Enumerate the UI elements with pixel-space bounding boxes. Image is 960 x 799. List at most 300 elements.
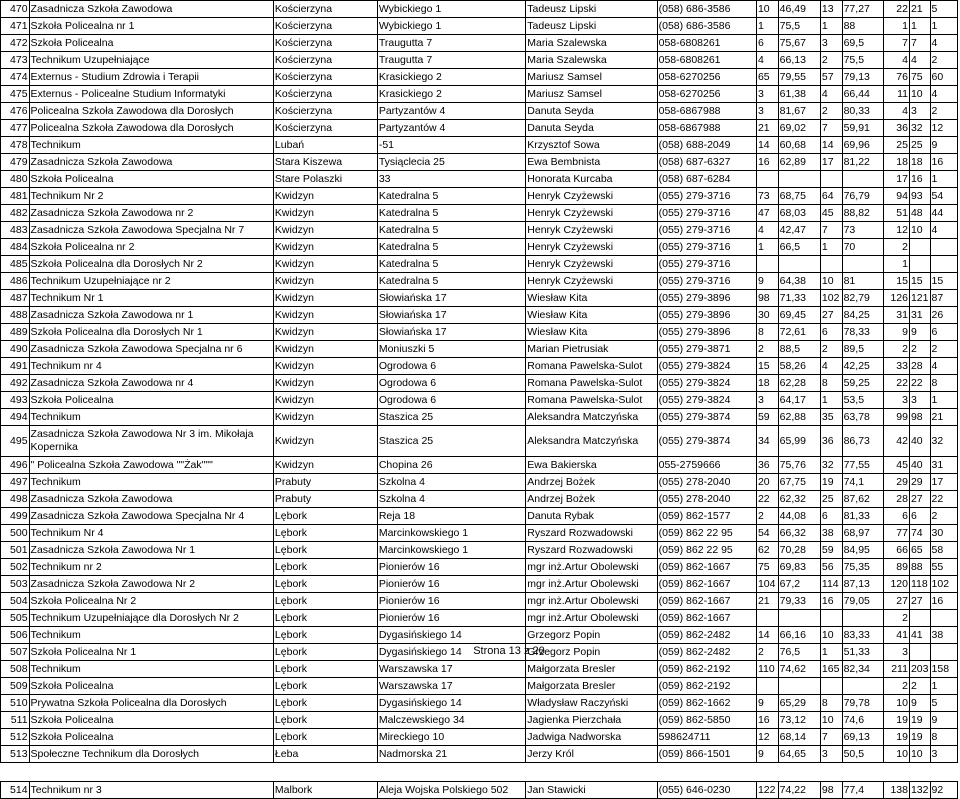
cell-street: Nadmorska 21: [377, 746, 525, 763]
cell-row-number: 489: [1, 324, 30, 341]
cell-row-number: 478: [1, 137, 30, 154]
cell-school-name: Technikum: [29, 661, 273, 678]
cell-col-c: 10: [820, 627, 842, 644]
cell-city: Lębork: [273, 559, 377, 576]
cell-phone: 598624711: [657, 729, 756, 746]
cell-col-c: 35: [820, 409, 842, 426]
cell-col-b: 64,65: [778, 746, 820, 763]
cell-school-name: Zasadnicza Szkoła Zawodowa Nr 3 im. Mikołaja Kopernika: [29, 426, 273, 457]
cell-col-a: 62: [756, 542, 778, 559]
cell-col-c: 7: [820, 120, 842, 137]
cell-row-number: 491: [1, 358, 30, 375]
cell-col-c: 165: [820, 661, 842, 678]
cell-col-e: 138: [883, 782, 909, 799]
table-row: [1, 86, 958, 103]
cell-principal: Władysław Raczyński: [526, 695, 657, 712]
cell-street: Szkolna 4: [377, 491, 525, 508]
cell-phone: (055) 279-3871: [657, 341, 756, 358]
cell-col-d: 84,95: [842, 542, 883, 559]
cell-principal: Romana Pawelska-Sulot: [526, 358, 657, 375]
cell-col-b: [778, 610, 820, 627]
cell-col-f: 7: [909, 35, 930, 52]
cell-city: Kościerzyna: [273, 35, 377, 52]
cell-city: Kościerzyna: [273, 69, 377, 86]
cell-col-a: 15: [756, 358, 778, 375]
table-row: [1, 188, 958, 205]
cell-col-e: 10: [883, 746, 909, 763]
cell-street: Traugutta 7: [377, 52, 525, 69]
cell-col-d: 88: [842, 18, 883, 35]
cell-col-e: 1: [883, 256, 909, 273]
cell-col-f: 98: [909, 409, 930, 426]
cell-principal: Maria Szalewska: [526, 52, 657, 69]
cell-col-f: 118: [909, 576, 930, 593]
cell-col-a: [756, 256, 778, 273]
table-row: [1, 409, 958, 426]
cell-col-f: 40: [909, 426, 930, 457]
table-row: [1, 154, 958, 171]
cell-col-c: 3: [820, 35, 842, 52]
cell-col-c: 64: [820, 188, 842, 205]
cell-col-f: 19: [909, 729, 930, 746]
cell-col-g: 21: [930, 409, 957, 426]
cell-col-f: 6: [909, 508, 930, 525]
cell-city: Kościerzyna: [273, 86, 377, 103]
cell-col-e: 120: [883, 576, 909, 593]
cell-school-name: Społeczne Technikum dla Dorosłych: [29, 746, 273, 763]
cell-col-g: 2: [930, 341, 957, 358]
cell-col-g: 26: [930, 307, 957, 324]
cell-col-d: 77,27: [842, 1, 883, 18]
cell-city: Kwidzyn: [273, 426, 377, 457]
cell-principal: mgr inż.Artur Obolewski: [526, 559, 657, 576]
table-row: [1, 491, 958, 508]
cell-school-name: Szkoła Policealna nr 1: [29, 18, 273, 35]
cell-col-d: 75,35: [842, 559, 883, 576]
cell-phone: (055) 279-3716: [657, 256, 756, 273]
cell-col-g: 16: [930, 593, 957, 610]
table-row: [1, 239, 958, 256]
cell-street: Szkolna 4: [377, 474, 525, 491]
cell-col-e: 2: [883, 341, 909, 358]
cell-col-a: 110: [756, 661, 778, 678]
cell-col-b: 75,67: [778, 35, 820, 52]
cell-col-d: 68,97: [842, 525, 883, 542]
cell-city: Kwidzyn: [273, 358, 377, 375]
cell-phone: (055) 279-3716: [657, 222, 756, 239]
cell-col-b: 64,17: [778, 392, 820, 409]
cell-col-e: 94: [883, 188, 909, 205]
cell-school-name: Zasadnicza Szkoła Zawodowa: [29, 154, 273, 171]
cell-principal: Honorata Kurcaba: [526, 171, 657, 188]
cell-street: Pionierów 16: [377, 559, 525, 576]
cell-col-b: 69,83: [778, 559, 820, 576]
cell-col-a: 2: [756, 644, 778, 661]
cell-col-c: 1: [820, 239, 842, 256]
cell-col-b: 46,49: [778, 1, 820, 18]
table-row: [1, 52, 958, 69]
cell-city: Lębork: [273, 712, 377, 729]
cell-col-f: 31: [909, 307, 930, 324]
cell-row-number: 508: [1, 661, 30, 678]
cell-phone: 058-6808261: [657, 35, 756, 52]
table-row: [1, 358, 958, 375]
cell-col-c: 57: [820, 69, 842, 86]
cell-phone: (055) 279-3896: [657, 324, 756, 341]
cell-col-a: 16: [756, 712, 778, 729]
cell-street: Moniuszki 5: [377, 341, 525, 358]
table-row: [1, 678, 958, 695]
cell-principal: Henryk Czyżewski: [526, 222, 657, 239]
cell-phone: 058-6867988: [657, 103, 756, 120]
cell-street: Ogrodowa 6: [377, 392, 525, 409]
cell-city: Kościerzyna: [273, 52, 377, 69]
cell-school-name: Technikum Nr 1: [29, 290, 273, 307]
cell-col-a: 2: [756, 508, 778, 525]
cell-row-number: 511: [1, 712, 30, 729]
cell-row-number: 494: [1, 409, 30, 426]
cell-col-d: 51,33: [842, 644, 883, 661]
cell-col-e: 33: [883, 358, 909, 375]
cell-school-name: Technikum Uzupełniające: [29, 52, 273, 69]
cell-principal: Henryk Czyżewski: [526, 205, 657, 222]
cell-col-e: 12: [883, 222, 909, 239]
table-row: [1, 103, 958, 120]
cell-principal: Henryk Czyżewski: [526, 239, 657, 256]
cell-principal: Henryk Czyżewski: [526, 273, 657, 290]
cell-col-b: 68,14: [778, 729, 820, 746]
cell-col-a: 1: [756, 239, 778, 256]
cell-phone: (059) 862-2482: [657, 644, 756, 661]
cell-col-g: 2: [930, 52, 957, 69]
cell-street: Warszawska 17: [377, 661, 525, 678]
cell-col-d: 63,78: [842, 409, 883, 426]
cell-col-g: 31: [930, 457, 957, 474]
cell-col-e: 77: [883, 525, 909, 542]
page-footer: Strona 13 z 20: [473, 645, 545, 657]
cell-col-g: 87: [930, 290, 957, 307]
cell-col-e: 15: [883, 273, 909, 290]
cell-col-e: 1: [883, 18, 909, 35]
cell-col-f: 9: [909, 695, 930, 712]
cell-col-c: 27: [820, 307, 842, 324]
cell-col-c: 10: [820, 712, 842, 729]
cell-row-number: 472: [1, 35, 30, 52]
cell-principal: Henryk Czyżewski: [526, 256, 657, 273]
cell-col-e: 76: [883, 69, 909, 86]
cell-school-name: Technikum Uzupełniające dla Dorosłych Nr 2: [29, 610, 273, 627]
cell-col-f: 132: [909, 782, 930, 799]
cell-row-number: 509: [1, 678, 30, 695]
cell-col-f: 27: [909, 593, 930, 610]
cell-col-g: 5: [930, 1, 957, 18]
cell-col-f: 25: [909, 137, 930, 154]
cell-col-g: 1: [930, 392, 957, 409]
cell-row-number: 493: [1, 392, 30, 409]
cell-principal: Andrzej Bożek: [526, 491, 657, 508]
cell-col-c: 25: [820, 491, 842, 508]
cell-col-d: 79,78: [842, 695, 883, 712]
table-row: [1, 18, 958, 35]
cell-principal: Grzegorz Popin: [526, 627, 657, 644]
cell-phone: (055) 278-2040: [657, 491, 756, 508]
cell-col-b: [778, 256, 820, 273]
cell-street: Katedralna 5: [377, 205, 525, 222]
cell-street: Traugutta 7: [377, 35, 525, 52]
cell-col-b: 62,28: [778, 375, 820, 392]
table-row: [1, 576, 958, 593]
cell-principal: Ewa Bakierska: [526, 457, 657, 474]
cell-col-f: 18: [909, 154, 930, 171]
cell-city: Lębork: [273, 576, 377, 593]
cell-col-a: 9: [756, 695, 778, 712]
cell-col-a: 73: [756, 188, 778, 205]
cell-street: Katedralna 5: [377, 239, 525, 256]
cell-row-number: 480: [1, 171, 30, 188]
cell-phone: (059) 862-2192: [657, 661, 756, 678]
cell-col-c: 6: [820, 508, 842, 525]
cell-col-g: 15: [930, 273, 957, 290]
cell-city: Lębork: [273, 695, 377, 712]
cell-school-name: Szkoła Policealna Nr 1: [29, 644, 273, 661]
cell-school-name: Technikum Uzupełniające nr 2: [29, 273, 273, 290]
cell-col-g: 4: [930, 358, 957, 375]
cell-city: Lębork: [273, 525, 377, 542]
cell-col-d: 87,13: [842, 576, 883, 593]
cell-principal: Grzegorz Popin: [526, 644, 657, 661]
spacer-cell: [1, 763, 958, 782]
table-row: [1, 525, 958, 542]
cell-row-number: 510: [1, 695, 30, 712]
cell-phone: (059) 862-1667: [657, 610, 756, 627]
cell-col-f: 16: [909, 171, 930, 188]
cell-row-number: 512: [1, 729, 30, 746]
cell-col-d: 75,5: [842, 52, 883, 69]
cell-col-c: 56: [820, 559, 842, 576]
cell-col-e: 99: [883, 409, 909, 426]
cell-col-c: 114: [820, 576, 842, 593]
cell-row-number: 473: [1, 52, 30, 69]
cell-school-name: Zasadnicza Szkoła Zawodowa nr 4: [29, 375, 273, 392]
cell-col-d: 53,5: [842, 392, 883, 409]
cell-col-c: [820, 171, 842, 188]
cell-principal: Krzysztof Sowa: [526, 137, 657, 154]
cell-school-name: Zasadnicza Szkoła Zawodowa: [29, 1, 273, 18]
cell-col-f: 121: [909, 290, 930, 307]
cell-school-name: Policealna Szkoła Zawodowa dla Dorosłych: [29, 103, 273, 120]
cell-col-d: 82,79: [842, 290, 883, 307]
cell-col-e: 42: [883, 426, 909, 457]
cell-city: Lębork: [273, 729, 377, 746]
cell-col-d: 79,13: [842, 69, 883, 86]
table-row: [1, 222, 958, 239]
cell-school-name: Szkoła Policealna: [29, 171, 273, 188]
cell-col-f: [909, 610, 930, 627]
cell-col-g: 9: [930, 712, 957, 729]
cell-col-a: 3: [756, 103, 778, 120]
cell-col-g: 30: [930, 525, 957, 542]
cell-phone: (059) 862-2482: [657, 627, 756, 644]
cell-col-f: 19: [909, 712, 930, 729]
cell-street: Staszica 25: [377, 409, 525, 426]
cell-street: Reja 18: [377, 508, 525, 525]
cell-col-g: [930, 239, 957, 256]
cell-col-b: 68,75: [778, 188, 820, 205]
table-row: [1, 256, 958, 273]
cell-col-e: 2: [883, 678, 909, 695]
cell-col-b: 74,62: [778, 661, 820, 678]
cell-street: Słowiańska 17: [377, 290, 525, 307]
cell-city: Kwidzyn: [273, 273, 377, 290]
cell-phone: 055-2759666: [657, 457, 756, 474]
cell-col-c: 14: [820, 137, 842, 154]
cell-col-f: 9: [909, 324, 930, 341]
cell-col-c: 6: [820, 324, 842, 341]
cell-col-g: 102: [930, 576, 957, 593]
cell-principal: Małgorzata Bresler: [526, 678, 657, 695]
cell-col-e: 41: [883, 627, 909, 644]
row-spacer: [1, 763, 958, 782]
cell-row-number: 485: [1, 256, 30, 273]
cell-col-c: 7: [820, 222, 842, 239]
cell-col-d: 74,1: [842, 474, 883, 491]
cell-col-c: 3: [820, 746, 842, 763]
cell-col-c: 59: [820, 542, 842, 559]
cell-col-d: 69,5: [842, 35, 883, 52]
cell-col-a: 10: [756, 1, 778, 18]
cell-col-c: [820, 256, 842, 273]
cell-col-a: [756, 610, 778, 627]
cell-principal: Ewa Bembnista: [526, 154, 657, 171]
cell-col-g: 22: [930, 491, 957, 508]
cell-col-g: 2: [930, 103, 957, 120]
cell-street: Marcinkowskiego 1: [377, 525, 525, 542]
cell-col-a: 1: [756, 18, 778, 35]
cell-col-a: 3: [756, 392, 778, 409]
cell-row-number: 506: [1, 627, 30, 644]
cell-col-e: 3: [883, 644, 909, 661]
cell-col-a: 59: [756, 409, 778, 426]
cell-school-name: Zasadnicza Szkoła Zawodowa Nr 2: [29, 576, 273, 593]
cell-col-c: 2: [820, 52, 842, 69]
cell-col-f: [909, 239, 930, 256]
cell-city: Lębork: [273, 644, 377, 661]
cell-school-name: Technikum Nr 2: [29, 188, 273, 205]
cell-principal: Danuta Seyda: [526, 103, 657, 120]
cell-street: Pionierów 16: [377, 610, 525, 627]
cell-col-d: [842, 610, 883, 627]
cell-col-g: 1: [930, 171, 957, 188]
cell-city: Lębork: [273, 661, 377, 678]
cell-col-b: 69,02: [778, 120, 820, 137]
cell-school-name: Zasadnicza Szkoła Zawodowa Specjalna Nr 4: [29, 508, 273, 525]
table-row: [1, 474, 958, 491]
cell-col-b: 64,38: [778, 273, 820, 290]
cell-row-number: 470: [1, 1, 30, 18]
cell-col-e: 18: [883, 154, 909, 171]
cell-col-g: 32: [930, 426, 957, 457]
cell-col-c: [820, 678, 842, 695]
cell-phone: (059) 862 22 95: [657, 542, 756, 559]
cell-col-a: 47: [756, 205, 778, 222]
cell-col-f: 1: [909, 18, 930, 35]
cell-col-d: 87,62: [842, 491, 883, 508]
cell-row-number: 481: [1, 188, 30, 205]
cell-phone: (058) 686-3586: [657, 1, 756, 18]
cell-col-g: 8: [930, 375, 957, 392]
cell-street: Wybickiego 1: [377, 18, 525, 35]
cell-col-e: 126: [883, 290, 909, 307]
cell-col-d: 66,44: [842, 86, 883, 103]
cell-principal: Maria Szalewska: [526, 35, 657, 52]
cell-row-number: 498: [1, 491, 30, 508]
cell-col-a: 30: [756, 307, 778, 324]
cell-col-f: 27: [909, 491, 930, 508]
table-row: [1, 324, 958, 341]
cell-col-b: 44,08: [778, 508, 820, 525]
cell-principal: Romana Pawelska-Sulot: [526, 375, 657, 392]
cell-col-e: 2: [883, 610, 909, 627]
table-row: [1, 205, 958, 222]
cell-col-b: 60,68: [778, 137, 820, 154]
cell-col-b: 79,33: [778, 593, 820, 610]
cell-principal: Małgorzata Bresler: [526, 661, 657, 678]
cell-street: Chopina 26: [377, 457, 525, 474]
cell-street: Partyzantów 4: [377, 120, 525, 137]
cell-principal: mgr inż.Artur Obolewski: [526, 610, 657, 627]
cell-col-e: 22: [883, 1, 909, 18]
cell-principal: Mariusz Samsel: [526, 86, 657, 103]
cell-col-c: 8: [820, 375, 842, 392]
cell-col-d: 77,4: [842, 782, 883, 799]
cell-city: Kwidzyn: [273, 290, 377, 307]
cell-principal: Andrzej Bożek: [526, 474, 657, 491]
cell-street: Marcinkowskiego 1: [377, 542, 525, 559]
cell-col-f: [909, 256, 930, 273]
cell-col-a: 6: [756, 35, 778, 52]
cell-phone: (055) 279-3896: [657, 307, 756, 324]
cell-col-f: 65: [909, 542, 930, 559]
cell-street: Ogrodowa 6: [377, 375, 525, 392]
cell-col-e: 29: [883, 474, 909, 491]
cell-col-a: 75: [756, 559, 778, 576]
cell-col-a: 18: [756, 375, 778, 392]
cell-col-a: 4: [756, 222, 778, 239]
cell-col-e: 6: [883, 508, 909, 525]
cell-col-c: 36: [820, 426, 842, 457]
cell-col-g: [930, 256, 957, 273]
cell-col-g: 9: [930, 137, 957, 154]
cell-col-e: 2: [883, 239, 909, 256]
cell-col-b: 75,76: [778, 457, 820, 474]
cell-city: Prabuty: [273, 474, 377, 491]
cell-col-g: 54: [930, 188, 957, 205]
table-row: [1, 137, 958, 154]
cell-principal: Tadeusz Lipski: [526, 18, 657, 35]
cell-row-number: 504: [1, 593, 30, 610]
cell-col-e: 51: [883, 205, 909, 222]
cell-col-g: 4: [930, 222, 957, 239]
cell-col-f: 203: [909, 661, 930, 678]
cell-school-name: Szkoła Policealna: [29, 35, 273, 52]
cell-col-b: 73,12: [778, 712, 820, 729]
cell-phone: 058-6270256: [657, 69, 756, 86]
cell-street: Partyzantów 4: [377, 103, 525, 120]
cell-principal: Romana Pawelska-Sulot: [526, 392, 657, 409]
cell-col-b: 66,5: [778, 239, 820, 256]
cell-phone: (058) 686-3586: [657, 18, 756, 35]
cell-principal: Jadwiga Nadworska: [526, 729, 657, 746]
